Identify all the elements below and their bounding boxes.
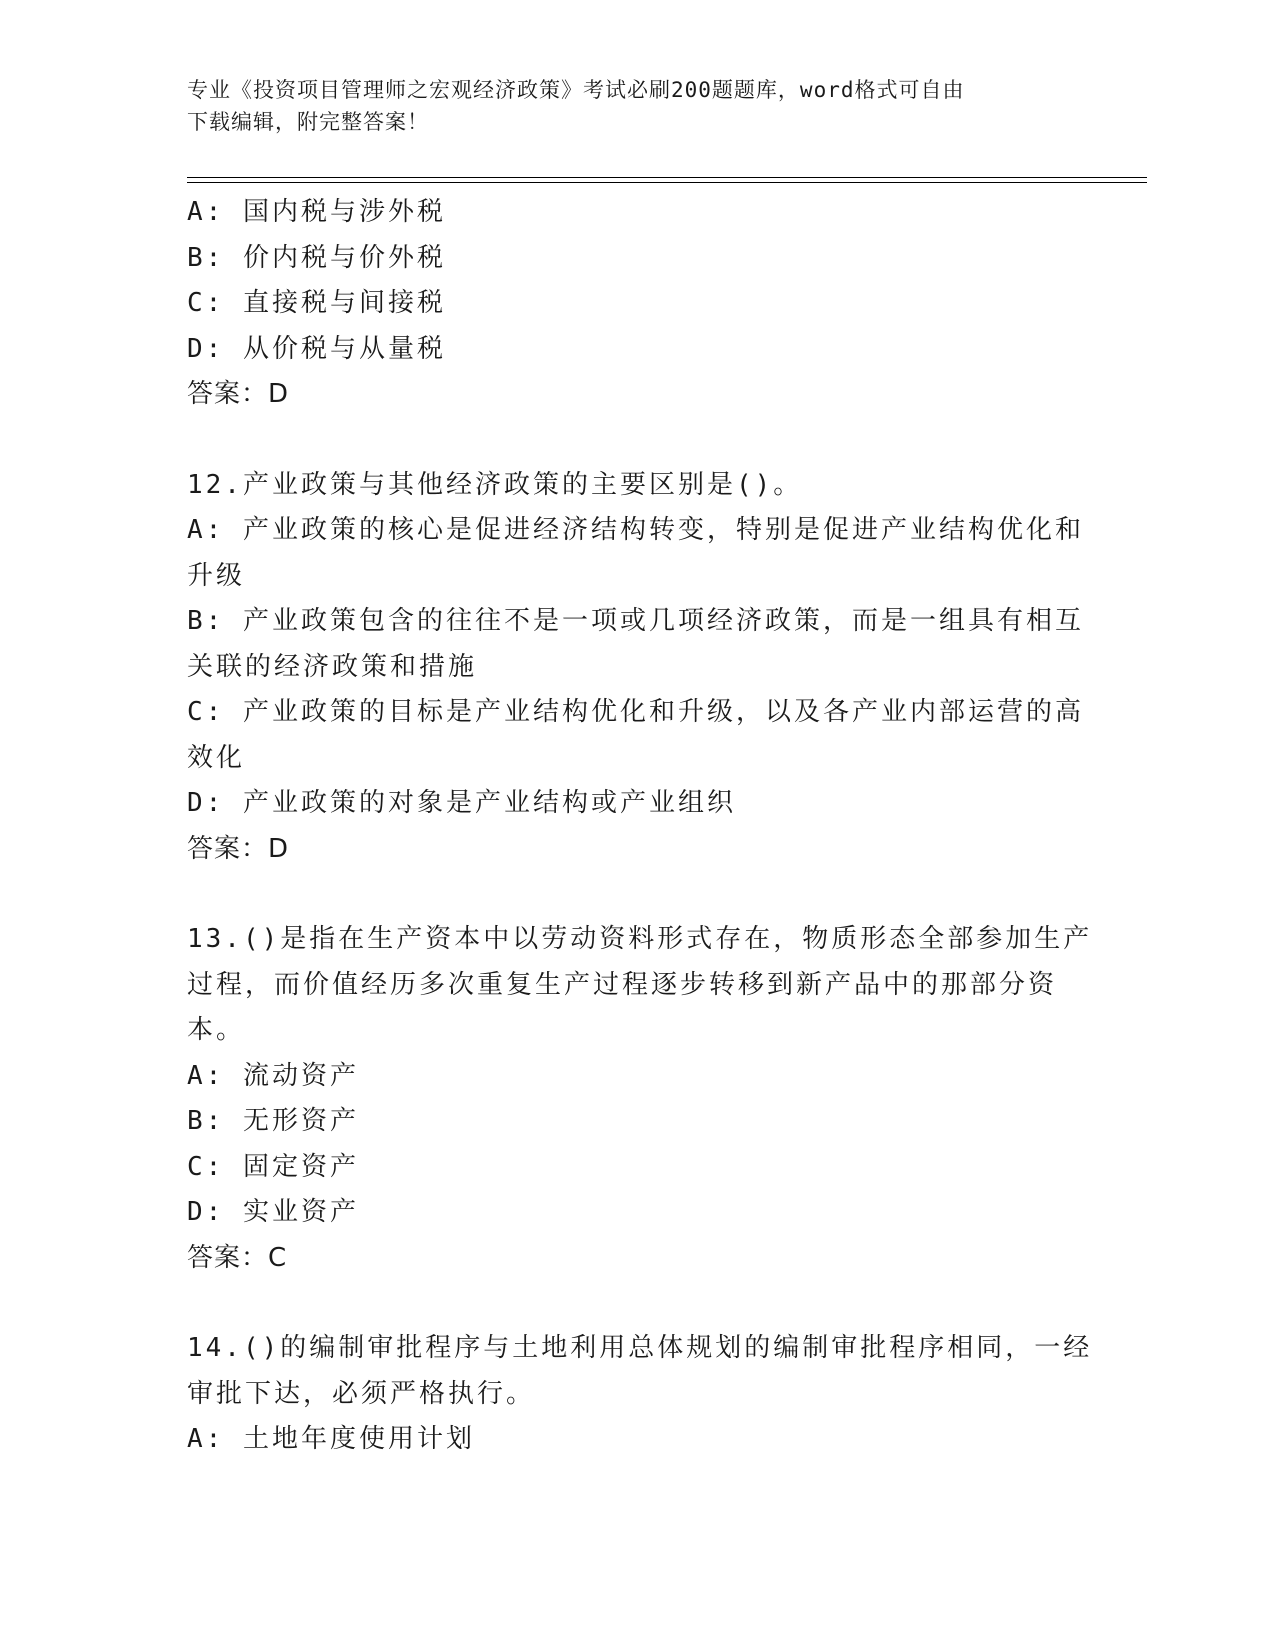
answer: 答案：D [187,379,290,409]
question-text-line-3: 本。 [187,1015,246,1045]
option-c: C: 产业政策的目标是产业结构优化和升级，以及各产业内部运营的高 [187,697,1084,727]
option-b: B: 产业政策包含的往往不是一项或几项经济政策，而是一组具有相互 [187,606,1084,636]
option-a: A: 国内税与涉外税 [187,197,446,227]
question-text-line-1: 14.()的编制审批程序与土地利用总体规划的编制审批程序相同，一经 [187,1333,1093,1363]
option-c: C: 固定资产 [187,1151,359,1182]
answer: 答案：C [187,1242,288,1273]
question-13 [187,917,1093,1281]
option-b-continued: 关联的经济政策和措施 [187,651,478,682]
spacer [187,872,1087,917]
header-double-rule [187,177,1147,183]
option-a-continued: 升级 [187,560,246,591]
document-header [187,74,1067,138]
header-line-2: 下载编辑，附完整答案！ [187,110,429,134]
question-list [187,190,1093,1463]
spacer [187,418,1087,463]
spacer [187,1281,1087,1326]
question-12 [187,463,1087,873]
question-11 [187,190,1087,418]
option-d: D: 从价税与从量税 [187,333,446,364]
option-a: A: 土地年度使用计划 [187,1424,475,1454]
option-b: B: 价内税与价外税 [187,242,446,273]
option-d: D: 产业政策的对象是产业结构或产业组织 [187,788,736,818]
option-c-continued: 效化 [187,742,246,773]
option-c: C: 直接税与间接税 [187,288,446,318]
question-text: 12.产业政策与其他经济政策的主要区别是()。 [187,469,803,500]
header-line-1: 专业《投资项目管理师之宏观经济政策》考试必刷200题题库，word格式可自由 [187,78,965,102]
question-14 [187,1326,1093,1463]
option-b: B: 无形资产 [187,1106,359,1136]
question-text-line-2: 审批下达，必须严格执行。 [187,1378,536,1409]
question-text-line-2: 过程，而价值经历多次重复生产过程逐步转移到新产品中的那部分资 [187,969,1058,1000]
answer: 答案：D [187,833,290,864]
option-d: D: 实业资产 [187,1197,359,1227]
question-text-line-1: 13.()是指在生产资本中以劳动资料形式存在，物质形态全部参加生产 [187,924,1093,954]
option-a: A: 流动资产 [187,1060,359,1091]
option-a: A: 产业政策的核心是促进经济结构转变，特别是促进产业结构优化和 [187,515,1084,545]
